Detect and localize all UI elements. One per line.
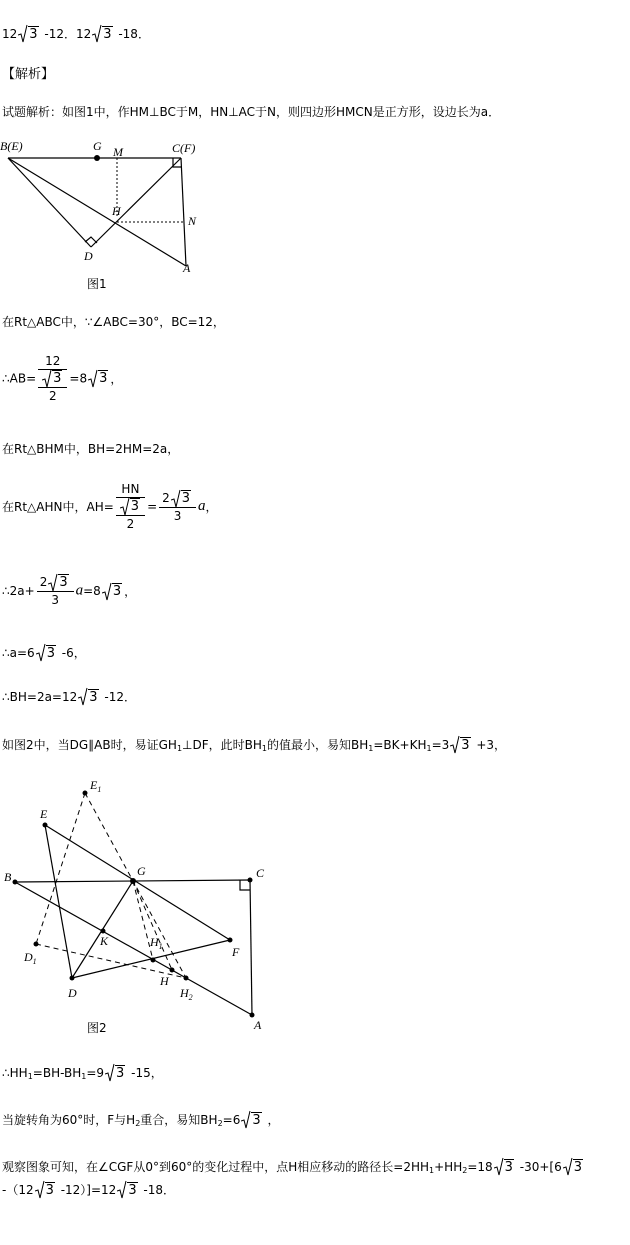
fraction: 2 3 3	[159, 491, 196, 523]
text: -12．12	[40, 27, 92, 41]
svg-text:E: E	[40, 807, 48, 821]
text: 12	[2, 27, 18, 41]
figure-2	[0, 775, 280, 1035]
fraction: 2 3 3	[37, 575, 74, 607]
sqrt-expression: 3	[93, 26, 112, 43]
svg-text:H1: $H_1$	[150, 935, 163, 951]
svg-text:D: D	[68, 986, 77, 1000]
svg-text:C: C	[256, 866, 265, 880]
svg-text:A: A	[254, 1018, 262, 1032]
section-heading: 【解析】	[2, 67, 55, 82]
label-g: G	[93, 139, 102, 153]
equation-bh: ∴BH=2a=12 3 -12．	[2, 690, 136, 705]
label-cf: C(F)	[172, 141, 196, 155]
label-be: B(E)	[0, 139, 23, 153]
figure-1-caption: 图1	[87, 277, 107, 291]
sqrt-expression: 3	[19, 26, 38, 43]
analysis-line: 在Rt△BHM中，BH=2HM=2a，	[2, 442, 180, 456]
equation-ab: ∴AB= $\frac{12}{\frac{3}{2}}$ =8 3 ，	[2, 354, 123, 403]
equation-a: ∴a=6 3 -6，	[2, 646, 86, 661]
analysis-conclusion-cont: -（12 3 -12）]=12 3 -18．	[2, 1183, 176, 1198]
label-h: H	[112, 204, 121, 218]
analysis-fig2-intro: 如图2中，当DG∥AB时，易证$GH_1\perp DF$，此时$BH_1$的值最小，易知$BH_1=BK+KH_1=3$ 3 +3，	[2, 738, 507, 753]
fraction: $\frac{12}{\frac{3}{2}}$	[38, 354, 67, 403]
analysis-intro: 试题解析：如图1中，作HM⊥BC于M，HN⊥AC于N，则四边形HMCN是正方形，设边长为a．	[2, 105, 501, 119]
svg-text:H2: $H_2$	[180, 986, 193, 1002]
analysis-conclusion: 观察图象可知，在∠CGF从0°到60°的变化过程中，点H相应移动的路径长$=2HH_1+HH_2=18$ 3 -30+[6 3	[2, 1160, 582, 1175]
svg-text:H: H	[160, 974, 169, 988]
label-n: N	[188, 214, 197, 228]
svg-text:K: K	[100, 934, 109, 948]
svg-text:B: B	[4, 870, 12, 884]
figure-1	[0, 138, 215, 288]
svg-text:E1: $E_1$	[90, 778, 102, 794]
figure-2-caption: 图2	[87, 1021, 107, 1035]
svg-text:D1: $D_1$	[24, 950, 37, 966]
fraction: $\frac{HN}{\frac{3}{2}}$	[116, 482, 145, 531]
equation-ah: 在Rt△AHN中，AH= $\frac{HN}{\frac{3}{2}}$ = 2 3 3 a，	[2, 482, 218, 531]
result-line	[2, 26, 150, 43]
analysis-rotation: 当旋转角为60°时，F与$H_2$重合，易知$BH_2=6$ 3 ，	[2, 1113, 280, 1128]
equation-hh1: $\therefore HH_1=BH-BH_1=9$ 3 -15，	[2, 1066, 163, 1081]
text: -18．	[114, 27, 150, 41]
analysis-line: 在Rt△ABC中，∵∠ABC=30°，BC=12，	[2, 315, 225, 329]
label-a: A	[183, 261, 191, 275]
svg-text:F: F	[232, 945, 240, 959]
equation-sum: ∴2a+ 2 3 3 a=8 3 ，	[2, 575, 137, 607]
label-d: D	[84, 249, 93, 263]
svg-text:G: G	[137, 864, 146, 878]
label-m: M	[113, 145, 123, 159]
